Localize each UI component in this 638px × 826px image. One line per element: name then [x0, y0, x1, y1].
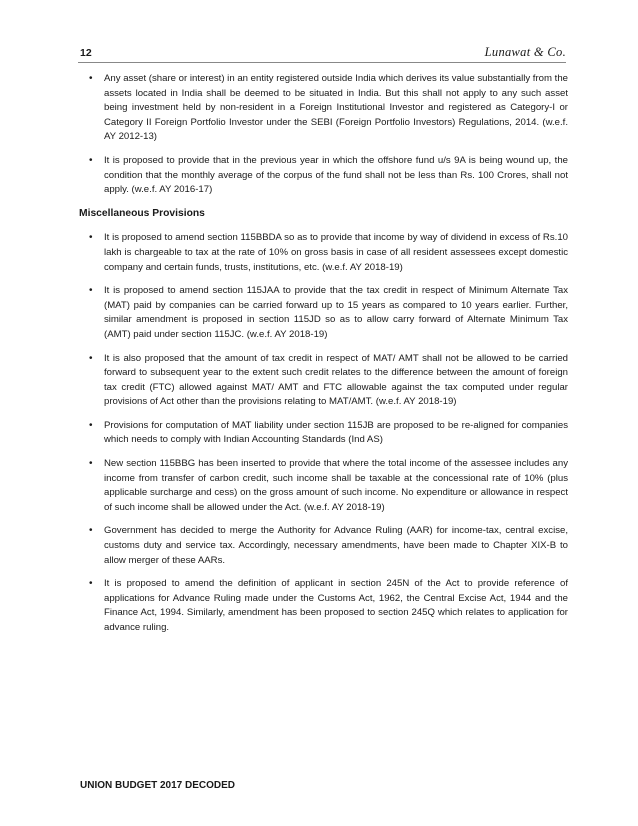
bullet-icon: • [89, 73, 93, 84]
list-item [79, 352, 568, 410]
intro-bullet-list [79, 72, 568, 198]
list-item-text: It is also proposed that the amount of tax credit in respect of MAT/ AMT shall not be allowed to be carried forward to subsequent year to the extent such credit relates to the difference between the amount of foreign tax credit (FTC) allowed against MAT/ AMT and FTC allowable against the tax computed under regular provisions of Act other than the provisions relating to MAT/AMT. (w.e.f. AY 2018-19) [104, 352, 568, 408]
section-bullet-list [79, 231, 568, 635]
list-item-text: Government has decided to merge the Authority for Advance Ruling (AAR) for income-tax, central excise, customs duty and service tax. Accordingly, necessary amendments, have been made to Chapter XIX-B to allow merger of these AARs. [104, 525, 568, 566]
bullet-icon: • [89, 525, 93, 537]
bullet-icon: • [89, 285, 93, 297]
list-item [79, 457, 568, 515]
list-item-text: It is proposed to provide that in the previous year in which the offshore fund u/s 9A is being wound up, the condition that the monthly average of the corpus of the fund shall not be less than Rs. 100 Crores, shall not apply. (w.e.f. AY 2016-17) [104, 154, 568, 196]
bullet-icon: • [89, 352, 93, 364]
list-item-text: Any asset (share or interest) in an entity registered outside India which derives its value substantially from the assets located in India shall be deemed to be situated in India. But this shall not apply to any such asset being investment held by non-resident in a Foreign Institutional Investor and registered as Category-I or Category II Foreign Portfolio Investor under the SEBI (Foreign Portfolio Investors) Regulations, 2014. (w.e.f. AY 2012-13) [104, 73, 568, 143]
firm-name: Lunawat & Co. [484, 45, 566, 59]
list-item-text: It is proposed to amend section 115JAA to provide that the tax credit in respect of Minimum Alternate Tax (MAT) paid by companies can be carried forward up to 15 years as compared to 10 years earlier. Further, similar amendment is proposed in section 115JD so as to allow carry forward of Alternate Minimum Tax (AMT) paid under section 115JC. (w.e.f. AY 2018-19) [104, 285, 568, 340]
bullet-icon: • [89, 578, 93, 590]
list-item-text: It is proposed to amend the definition of applicant in section 245N of the Act to provide reference of applications for Advance Ruling made under the Customs Act, 1962, the Central Excise Act, 1944 and the Finance Act, 1994. Similarly, amendment has been proposed to section 245Q which relates to application for advance ruling. [104, 578, 568, 633]
bullet-icon: • [89, 419, 93, 431]
list-item-text: Provisions for computation of MAT liability under section 115JB are proposed to be re-aligned for companies which needs to comply with Indian Accounting Standards (Ind AS) [104, 419, 568, 446]
list-item-text: It is proposed to amend section 115BBDA so as to provide that income by way of dividend in excess of Rs.10 lakh is chargeable to tax at the rate of 10% on gross basis in case of all resident assessees except domestic company and certain funds, trusts, institutions, etc. (w.e.f. AY 2018-19) [104, 232, 568, 273]
list-item [79, 154, 568, 198]
bullet-icon: • [89, 154, 93, 166]
list-item [79, 524, 568, 568]
list-item [79, 419, 568, 448]
bullet-icon: • [89, 458, 93, 470]
page-number: 12 [80, 47, 92, 59]
list-item [79, 231, 568, 275]
header-rule [78, 62, 566, 63]
list-item [79, 577, 568, 635]
list-item [79, 72, 568, 145]
list-item-text: New section 115BBG has been inserted to provide that where the total income of the assessee includes any income from transfer of carbon credit, such income shall be taxable at the concessional rate of 10% (plus applicable surcharge and cess) on the gross amount of such income. No expenditure or allowance in respect of such income shall be allowed under the Act. (w.e.f. AY 2018-19) [104, 458, 568, 513]
section-heading: Miscellaneous Provisions [79, 207, 205, 219]
list-item [79, 284, 568, 342]
page-content [79, 72, 568, 645]
footer-title: UNION BUDGET 2017 DECODED [80, 780, 236, 791]
bullet-icon: • [89, 232, 93, 244]
